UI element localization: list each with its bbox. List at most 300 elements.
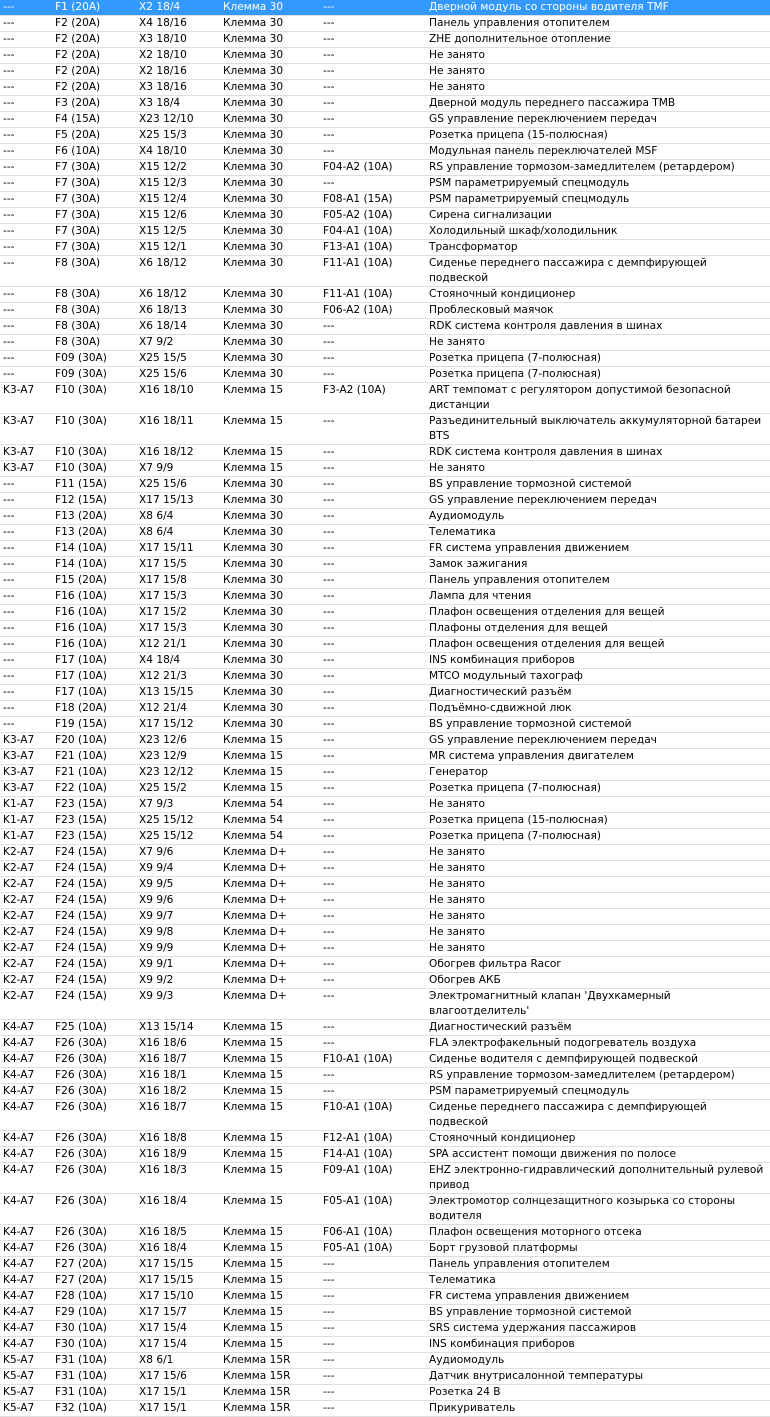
connector-cell[interactable]: X12 21/1	[136, 637, 220, 653]
connector-cell[interactable]: X2 18/16	[136, 64, 220, 80]
description-cell[interactable]: Не занято	[426, 461, 770, 477]
ref-fuse-cell[interactable]: F05-A1 (10A)	[320, 1241, 426, 1257]
description-cell[interactable]: MTCO модульный тахограф	[426, 669, 770, 685]
description-cell[interactable]: RS управление тормозом-замедлителем (ретардером)	[426, 1068, 770, 1084]
relay-cell[interactable]: ---	[0, 685, 52, 701]
connector-cell[interactable]: X17 15/10	[136, 1289, 220, 1305]
fuse-cell[interactable]: F8 (30A)	[52, 287, 136, 303]
table-row[interactable]	[0, 319, 770, 335]
connector-cell[interactable]: X17 15/5	[136, 557, 220, 573]
relay-cell[interactable]: K4-A7	[0, 1273, 52, 1289]
description-cell[interactable]: Аудиомодуль	[426, 1353, 770, 1369]
fuse-cell[interactable]: F14 (10A)	[52, 557, 136, 573]
ref-fuse-cell[interactable]: ---	[320, 445, 426, 461]
table-row[interactable]	[0, 48, 770, 64]
description-cell[interactable]: FR система управления движением	[426, 1289, 770, 1305]
description-cell[interactable]: BS управление тормозной системой	[426, 1305, 770, 1321]
table-row[interactable]	[0, 877, 770, 893]
fuse-cell[interactable]: F27 (20A)	[52, 1273, 136, 1289]
relay-cell[interactable]: ---	[0, 701, 52, 717]
table-row[interactable]	[0, 797, 770, 813]
relay-cell[interactable]: ---	[0, 525, 52, 541]
connector-cell[interactable]: X15 12/3	[136, 176, 220, 192]
relay-cell[interactable]: K2-A7	[0, 989, 52, 1020]
fuse-cell[interactable]: F27 (20A)	[52, 1257, 136, 1273]
description-cell[interactable]: Плафон освещения отделения для вещей	[426, 605, 770, 621]
fuse-cell[interactable]: F7 (30A)	[52, 208, 136, 224]
connector-cell[interactable]: X16 18/7	[136, 1052, 220, 1068]
relay-cell[interactable]: K4-A7	[0, 1337, 52, 1353]
relay-cell[interactable]: K2-A7	[0, 941, 52, 957]
table-row[interactable]	[0, 367, 770, 383]
connector-cell[interactable]: X17 15/15	[136, 1257, 220, 1273]
ref-fuse-cell[interactable]: ---	[320, 1289, 426, 1305]
ref-fuse-cell[interactable]: ---	[320, 112, 426, 128]
connector-cell[interactable]: X4 18/16	[136, 16, 220, 32]
ref-fuse-cell[interactable]: ---	[320, 957, 426, 973]
description-cell[interactable]: Розетка 24 В	[426, 1385, 770, 1401]
ref-fuse-cell[interactable]: ---	[320, 797, 426, 813]
terminal-cell[interactable]: Клемма 15	[220, 1100, 320, 1131]
terminal-cell[interactable]: Клемма 30	[220, 351, 320, 367]
connector-cell[interactable]: X17 15/1	[136, 1401, 220, 1417]
relay-cell[interactable]: ---	[0, 80, 52, 96]
terminal-cell[interactable]: Клемма 15R	[220, 1353, 320, 1369]
fuse-cell[interactable]: F31 (10A)	[52, 1353, 136, 1369]
connector-cell[interactable]: X17 15/2	[136, 605, 220, 621]
table-row[interactable]	[0, 509, 770, 525]
description-cell[interactable]: Генератор	[426, 765, 770, 781]
table-row[interactable]	[0, 765, 770, 781]
connector-cell[interactable]: X25 15/12	[136, 829, 220, 845]
description-cell[interactable]: Розетка прицепа (7-полюсная)	[426, 351, 770, 367]
ref-fuse-cell[interactable]: ---	[320, 701, 426, 717]
table-row[interactable]	[0, 573, 770, 589]
description-cell[interactable]: Не занято	[426, 845, 770, 861]
table-row[interactable]	[0, 335, 770, 351]
ref-fuse-cell[interactable]: ---	[320, 1401, 426, 1417]
description-cell[interactable]: PSM параметрируемый спецмодуль	[426, 192, 770, 208]
connector-cell[interactable]: X9 9/8	[136, 925, 220, 941]
terminal-cell[interactable]: Клемма 15R	[220, 1369, 320, 1385]
ref-fuse-cell[interactable]: ---	[320, 80, 426, 96]
ref-fuse-cell[interactable]: ---	[320, 925, 426, 941]
table-row[interactable]	[0, 240, 770, 256]
connector-cell[interactable]: X13 15/15	[136, 685, 220, 701]
terminal-cell[interactable]: Клемма 15	[220, 1337, 320, 1353]
table-row[interactable]	[0, 477, 770, 493]
description-cell[interactable]: Не занято	[426, 797, 770, 813]
terminal-cell[interactable]: Клемма 30	[220, 112, 320, 128]
relay-cell[interactable]: K5-A7	[0, 1369, 52, 1385]
connector-cell[interactable]: X16 18/1	[136, 1068, 220, 1084]
ref-fuse-cell[interactable]: F13-A1 (10A)	[320, 240, 426, 256]
fuse-cell[interactable]: F16 (10A)	[52, 605, 136, 621]
terminal-cell[interactable]: Клемма 54	[220, 797, 320, 813]
relay-cell[interactable]: K4-A7	[0, 1100, 52, 1131]
ref-fuse-cell[interactable]: ---	[320, 669, 426, 685]
table-row[interactable]	[0, 605, 770, 621]
fuse-cell[interactable]: F25 (10A)	[52, 1020, 136, 1036]
ref-fuse-cell[interactable]: ---	[320, 637, 426, 653]
terminal-cell[interactable]: Клемма 30	[220, 192, 320, 208]
fuse-cell[interactable]: F23 (15A)	[52, 813, 136, 829]
ref-fuse-cell[interactable]: ---	[320, 653, 426, 669]
terminal-cell[interactable]: Клемма 15	[220, 1036, 320, 1052]
connector-cell[interactable]: X3 18/10	[136, 32, 220, 48]
description-cell[interactable]: Панель управления отопителем	[426, 16, 770, 32]
relay-cell[interactable]: ---	[0, 287, 52, 303]
description-cell[interactable]: Трансформатор	[426, 240, 770, 256]
connector-cell[interactable]: X9 9/9	[136, 941, 220, 957]
fuse-cell[interactable]: F26 (30A)	[52, 1052, 136, 1068]
table-row[interactable]	[0, 1036, 770, 1052]
description-cell[interactable]: MR система управления двигателем	[426, 749, 770, 765]
connector-cell[interactable]: X16 18/9	[136, 1147, 220, 1163]
relay-cell[interactable]: ---	[0, 192, 52, 208]
table-row[interactable]	[0, 176, 770, 192]
connector-cell[interactable]: X25 15/6	[136, 477, 220, 493]
fuse-cell[interactable]: F31 (10A)	[52, 1369, 136, 1385]
relay-cell[interactable]: ---	[0, 319, 52, 335]
table-row[interactable]	[0, 1273, 770, 1289]
fuse-cell[interactable]: F17 (10A)	[52, 669, 136, 685]
relay-cell[interactable]: ---	[0, 541, 52, 557]
table-row[interactable]	[0, 525, 770, 541]
terminal-cell[interactable]: Клемма 15	[220, 1194, 320, 1225]
relay-cell[interactable]: K3-A7	[0, 383, 52, 414]
fuse-cell[interactable]: F7 (30A)	[52, 176, 136, 192]
terminal-cell[interactable]: Клемма 30	[220, 509, 320, 525]
relay-cell[interactable]: ---	[0, 128, 52, 144]
table-row[interactable]	[0, 1131, 770, 1147]
description-cell[interactable]: Стояночный кондиционер	[426, 1131, 770, 1147]
description-cell[interactable]: RDK система контроля давления в шинах	[426, 445, 770, 461]
table-row[interactable]	[0, 351, 770, 367]
terminal-cell[interactable]: Клемма 15R	[220, 1401, 320, 1417]
connector-cell[interactable]: X17 15/3	[136, 589, 220, 605]
relay-cell[interactable]: K4-A7	[0, 1052, 52, 1068]
fuse-cell[interactable]: F26 (30A)	[52, 1100, 136, 1131]
connector-cell[interactable]: X4 18/4	[136, 653, 220, 669]
description-cell[interactable]: ZHE дополнительное отопление	[426, 32, 770, 48]
fuse-cell[interactable]: F5 (20A)	[52, 128, 136, 144]
description-cell[interactable]: Сиденье водителя с демпфирующей подвеской	[426, 1052, 770, 1068]
fuse-cell[interactable]: F8 (30A)	[52, 256, 136, 287]
relay-cell[interactable]: K2-A7	[0, 861, 52, 877]
terminal-cell[interactable]: Клемма 30	[220, 669, 320, 685]
description-cell[interactable]: Подъёмно-сдвижной люк	[426, 701, 770, 717]
terminal-cell[interactable]: Клемма D+	[220, 909, 320, 925]
relay-cell[interactable]: K2-A7	[0, 845, 52, 861]
relay-cell[interactable]: K4-A7	[0, 1084, 52, 1100]
table-row[interactable]	[0, 192, 770, 208]
table-row[interactable]	[0, 685, 770, 701]
terminal-cell[interactable]: Клемма 15	[220, 414, 320, 445]
ref-fuse-cell[interactable]: F06-A1 (10A)	[320, 1225, 426, 1241]
relay-cell[interactable]: K3-A7	[0, 749, 52, 765]
terminal-cell[interactable]: Клемма 30	[220, 160, 320, 176]
fuse-cell[interactable]: F22 (10A)	[52, 781, 136, 797]
terminal-cell[interactable]: Клемма 15	[220, 1321, 320, 1337]
relay-cell[interactable]: ---	[0, 112, 52, 128]
table-row[interactable]	[0, 637, 770, 653]
table-row[interactable]	[0, 144, 770, 160]
ref-fuse-cell[interactable]: ---	[320, 477, 426, 493]
fuse-cell[interactable]: F21 (10A)	[52, 765, 136, 781]
description-cell[interactable]: Обогрев АКБ	[426, 973, 770, 989]
description-cell[interactable]: SRS система удержания пассажиров	[426, 1321, 770, 1337]
relay-cell[interactable]: K4-A7	[0, 1131, 52, 1147]
table-row[interactable]	[0, 653, 770, 669]
description-cell[interactable]: ART темпомат с регулятором допустимой безопасной дистанции	[426, 383, 770, 414]
ref-fuse-cell[interactable]: ---	[320, 1385, 426, 1401]
fuse-cell[interactable]: F11 (15A)	[52, 477, 136, 493]
relay-cell[interactable]: K3-A7	[0, 414, 52, 445]
table-row[interactable]	[0, 1100, 770, 1131]
terminal-cell[interactable]: Клемма 30	[220, 0, 320, 16]
connector-cell[interactable]: X16 18/3	[136, 1163, 220, 1194]
description-cell[interactable]: RS управление тормозом-замедлителем (ретардером)	[426, 160, 770, 176]
table-row[interactable]	[0, 893, 770, 909]
fuse-cell[interactable]: F8 (30A)	[52, 319, 136, 335]
fuse-cell[interactable]: F2 (20A)	[52, 80, 136, 96]
relay-cell[interactable]: ---	[0, 351, 52, 367]
fuse-cell[interactable]: F2 (20A)	[52, 16, 136, 32]
terminal-cell[interactable]: Клемма 15	[220, 1273, 320, 1289]
terminal-cell[interactable]: Клемма 15	[220, 1052, 320, 1068]
terminal-cell[interactable]: Клемма 15	[220, 445, 320, 461]
fuse-cell[interactable]: F26 (30A)	[52, 1084, 136, 1100]
terminal-cell[interactable]: Клемма 15	[220, 1241, 320, 1257]
fuse-cell[interactable]: F2 (20A)	[52, 64, 136, 80]
connector-cell[interactable]: X25 15/2	[136, 781, 220, 797]
fuse-cell[interactable]: F10 (30A)	[52, 383, 136, 414]
fuse-cell[interactable]: F12 (15A)	[52, 493, 136, 509]
table-row[interactable]	[0, 557, 770, 573]
connector-cell[interactable]: X17 15/6	[136, 1369, 220, 1385]
ref-fuse-cell[interactable]: F12-A1 (10A)	[320, 1131, 426, 1147]
ref-fuse-cell[interactable]: ---	[320, 1369, 426, 1385]
terminal-cell[interactable]: Клемма 30	[220, 240, 320, 256]
relay-cell[interactable]: ---	[0, 208, 52, 224]
terminal-cell[interactable]: Клемма 30	[220, 573, 320, 589]
description-cell[interactable]: Лампа для чтения	[426, 589, 770, 605]
table-row[interactable]	[0, 1385, 770, 1401]
description-cell[interactable]: INS комбинация приборов	[426, 1337, 770, 1353]
connector-cell[interactable]: X9 9/6	[136, 893, 220, 909]
relay-cell[interactable]: K4-A7	[0, 1289, 52, 1305]
connector-cell[interactable]: X9 9/2	[136, 973, 220, 989]
connector-cell[interactable]: X23 12/10	[136, 112, 220, 128]
description-cell[interactable]: Обогрев фильтра Racor	[426, 957, 770, 973]
ref-fuse-cell[interactable]: ---	[320, 48, 426, 64]
description-cell[interactable]: Розетка прицепа (7-полюсная)	[426, 781, 770, 797]
terminal-cell[interactable]: Клемма 30	[220, 589, 320, 605]
terminal-cell[interactable]: Клемма D+	[220, 957, 320, 973]
relay-cell[interactable]: ---	[0, 621, 52, 637]
relay-cell[interactable]: ---	[0, 32, 52, 48]
ref-fuse-cell[interactable]: F10-A1 (10A)	[320, 1052, 426, 1068]
table-row[interactable]	[0, 287, 770, 303]
terminal-cell[interactable]: Клемма 54	[220, 829, 320, 845]
fuse-cell[interactable]: F24 (15A)	[52, 909, 136, 925]
terminal-cell[interactable]: Клемма 30	[220, 32, 320, 48]
relay-cell[interactable]: K3-A7	[0, 461, 52, 477]
terminal-cell[interactable]: Клемма 15	[220, 1163, 320, 1194]
relay-cell[interactable]: ---	[0, 224, 52, 240]
connector-cell[interactable]: X23 12/12	[136, 765, 220, 781]
fuse-cell[interactable]: F24 (15A)	[52, 845, 136, 861]
table-row[interactable]	[0, 749, 770, 765]
relay-cell[interactable]: K2-A7	[0, 957, 52, 973]
relay-cell[interactable]: ---	[0, 240, 52, 256]
relay-cell[interactable]: K1-A7	[0, 829, 52, 845]
ref-fuse-cell[interactable]: ---	[320, 685, 426, 701]
terminal-cell[interactable]: Клемма 30	[220, 493, 320, 509]
connector-cell[interactable]: X15 12/4	[136, 192, 220, 208]
description-cell[interactable]: Аудиомодуль	[426, 509, 770, 525]
relay-cell[interactable]: ---	[0, 64, 52, 80]
fuse-cell[interactable]: F09 (30A)	[52, 367, 136, 383]
description-cell[interactable]: Не занято	[426, 941, 770, 957]
relay-cell[interactable]: ---	[0, 256, 52, 287]
terminal-cell[interactable]: Клемма 15	[220, 1084, 320, 1100]
ref-fuse-cell[interactable]: ---	[320, 909, 426, 925]
fuse-cell[interactable]: F24 (15A)	[52, 893, 136, 909]
connector-cell[interactable]: X15 12/1	[136, 240, 220, 256]
connector-cell[interactable]: X3 18/4	[136, 96, 220, 112]
table-row[interactable]	[0, 909, 770, 925]
ref-fuse-cell[interactable]: ---	[320, 989, 426, 1020]
fuse-cell[interactable]: F6 (10A)	[52, 144, 136, 160]
description-cell[interactable]: Не занято	[426, 335, 770, 351]
connector-cell[interactable]: X3 18/16	[136, 80, 220, 96]
relay-cell[interactable]: K4-A7	[0, 1305, 52, 1321]
ref-fuse-cell[interactable]: ---	[320, 1273, 426, 1289]
fuse-cell[interactable]: F09 (30A)	[52, 351, 136, 367]
ref-fuse-cell[interactable]: ---	[320, 861, 426, 877]
terminal-cell[interactable]: Клемма 30	[220, 605, 320, 621]
description-cell[interactable]: Борт грузовой платформы	[426, 1241, 770, 1257]
fuse-cell[interactable]: F16 (10A)	[52, 637, 136, 653]
connector-cell[interactable]: X6 18/12	[136, 256, 220, 287]
relay-cell[interactable]: K4-A7	[0, 1194, 52, 1225]
connector-cell[interactable]: X2 18/10	[136, 48, 220, 64]
relay-cell[interactable]: ---	[0, 493, 52, 509]
description-cell[interactable]: INS комбинация приборов	[426, 653, 770, 669]
ref-fuse-cell[interactable]: F08-A1 (15A)	[320, 192, 426, 208]
fuse-cell[interactable]: F8 (30A)	[52, 335, 136, 351]
relay-cell[interactable]: K2-A7	[0, 909, 52, 925]
fuse-cell[interactable]: F30 (10A)	[52, 1321, 136, 1337]
fuse-cell[interactable]: F28 (10A)	[52, 1289, 136, 1305]
table-row[interactable]	[0, 957, 770, 973]
description-cell[interactable]: Телематика	[426, 1273, 770, 1289]
ref-fuse-cell[interactable]: ---	[320, 605, 426, 621]
ref-fuse-cell[interactable]: ---	[320, 0, 426, 16]
table-row[interactable]	[0, 829, 770, 845]
description-cell[interactable]: Не занято	[426, 877, 770, 893]
description-cell[interactable]: FLA электрофакельный подогреватель воздуха	[426, 1036, 770, 1052]
relay-cell[interactable]: K1-A7	[0, 797, 52, 813]
description-cell[interactable]: Холодильный шкаф/холодильник	[426, 224, 770, 240]
connector-cell[interactable]: X13 15/14	[136, 1020, 220, 1036]
ref-fuse-cell[interactable]: ---	[320, 941, 426, 957]
table-row[interactable]	[0, 64, 770, 80]
description-cell[interactable]: Сирена сигнализации	[426, 208, 770, 224]
terminal-cell[interactable]: Клемма 15	[220, 765, 320, 781]
ref-fuse-cell[interactable]: ---	[320, 845, 426, 861]
fuse-cell[interactable]: F13 (20A)	[52, 525, 136, 541]
connector-cell[interactable]: X17 15/8	[136, 573, 220, 589]
description-cell[interactable]: Розетка прицепа (7-полюсная)	[426, 829, 770, 845]
terminal-cell[interactable]: Клемма 15	[220, 733, 320, 749]
relay-cell[interactable]: K5-A7	[0, 1401, 52, 1417]
connector-cell[interactable]: X25 15/6	[136, 367, 220, 383]
description-cell[interactable]: Прикуриватель	[426, 1401, 770, 1417]
relay-cell[interactable]: ---	[0, 509, 52, 525]
connector-cell[interactable]: X6 18/14	[136, 319, 220, 335]
connector-cell[interactable]: X7 9/2	[136, 335, 220, 351]
relay-cell[interactable]: ---	[0, 589, 52, 605]
relay-cell[interactable]: ---	[0, 16, 52, 32]
fuse-cell[interactable]: F16 (10A)	[52, 589, 136, 605]
connector-cell[interactable]: X7 9/9	[136, 461, 220, 477]
fuse-cell[interactable]: F19 (15A)	[52, 717, 136, 733]
fuse-cell[interactable]: F15 (20A)	[52, 573, 136, 589]
connector-cell[interactable]: X17 15/1	[136, 1385, 220, 1401]
fuse-cell[interactable]: F7 (30A)	[52, 160, 136, 176]
description-cell[interactable]: PSM параметрируемый спецмодуль	[426, 1084, 770, 1100]
connector-cell[interactable]: X17 15/12	[136, 717, 220, 733]
relay-cell[interactable]: ---	[0, 557, 52, 573]
table-row[interactable]	[0, 493, 770, 509]
table-row[interactable]	[0, 1052, 770, 1068]
terminal-cell[interactable]: Клемма 15	[220, 749, 320, 765]
terminal-cell[interactable]: Клемма 30	[220, 717, 320, 733]
table-row[interactable]	[0, 303, 770, 319]
table-row[interactable]	[0, 941, 770, 957]
terminal-cell[interactable]: Клемма 30	[220, 653, 320, 669]
description-cell[interactable]: RDK система контроля давления в шинах	[426, 319, 770, 335]
fuse-cell[interactable]: F26 (30A)	[52, 1225, 136, 1241]
terminal-cell[interactable]: Клемма 30	[220, 367, 320, 383]
fuse-cell[interactable]: F13 (20A)	[52, 509, 136, 525]
table-row[interactable]	[0, 414, 770, 445]
connector-cell[interactable]: X17 15/11	[136, 541, 220, 557]
description-cell[interactable]: Не занято	[426, 909, 770, 925]
terminal-cell[interactable]: Клемма 30	[220, 287, 320, 303]
ref-fuse-cell[interactable]: ---	[320, 351, 426, 367]
terminal-cell[interactable]: Клемма 15	[220, 383, 320, 414]
terminal-cell[interactable]: Клемма D+	[220, 973, 320, 989]
terminal-cell[interactable]: Клемма 30	[220, 128, 320, 144]
description-cell[interactable]: PSM параметрируемый спецмодуль	[426, 176, 770, 192]
terminal-cell[interactable]: Клемма 15	[220, 1289, 320, 1305]
ref-fuse-cell[interactable]: ---	[320, 144, 426, 160]
relay-cell[interactable]: K4-A7	[0, 1257, 52, 1273]
ref-fuse-cell[interactable]: ---	[320, 64, 426, 80]
table-row[interactable]	[0, 383, 770, 414]
description-cell[interactable]: GS управление переключением передач	[426, 112, 770, 128]
table-row[interactable]	[0, 1068, 770, 1084]
relay-cell[interactable]: ---	[0, 367, 52, 383]
connector-cell[interactable]: X16 18/11	[136, 414, 220, 445]
connector-cell[interactable]: X12 21/3	[136, 669, 220, 685]
description-cell[interactable]: Замок зажигания	[426, 557, 770, 573]
description-cell[interactable]: Плафоны отделения для вещей	[426, 621, 770, 637]
